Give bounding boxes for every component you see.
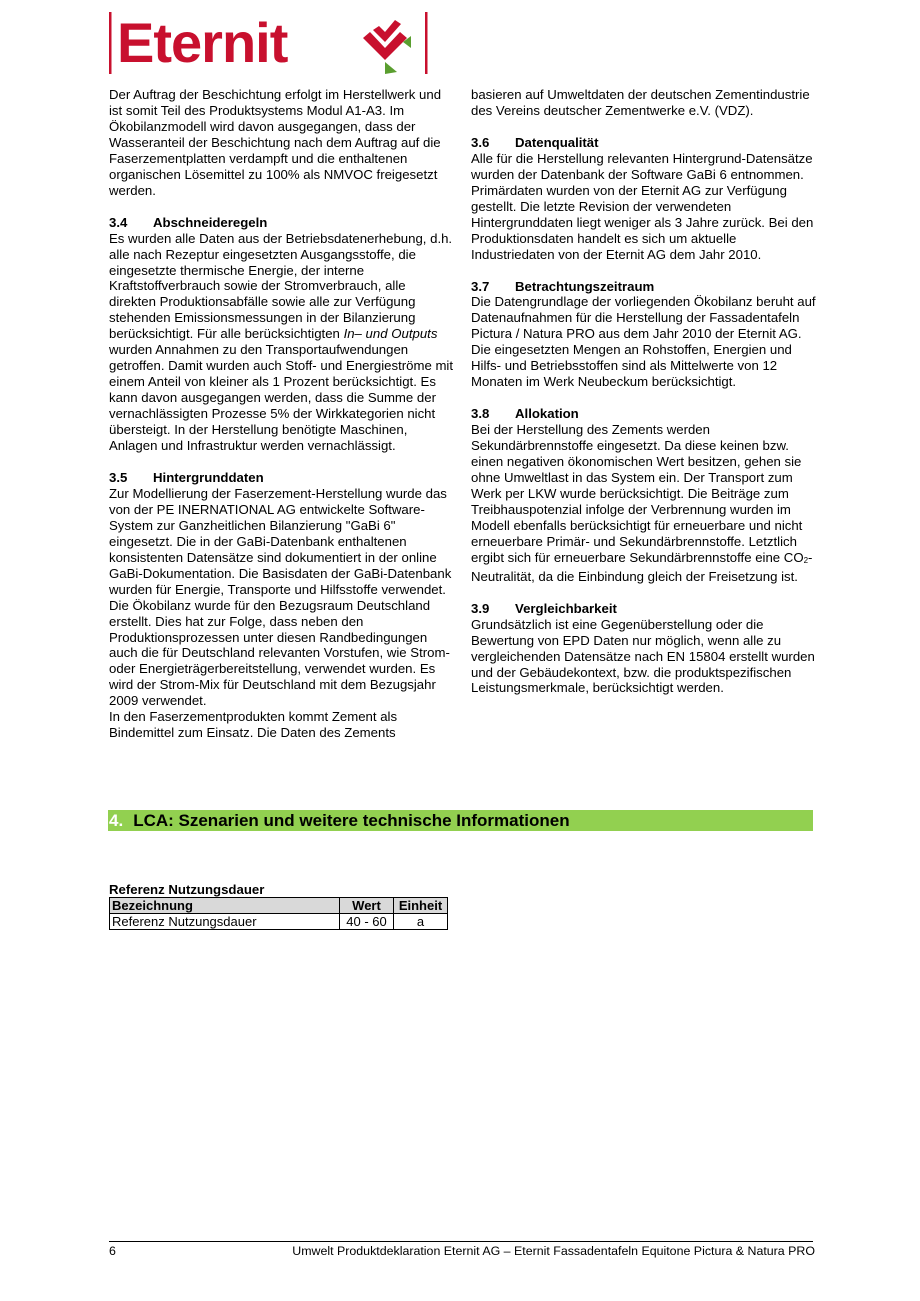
table-header: Einheit [394,898,448,914]
section-3-7 [471,279,816,391]
continued-paragraph: basieren auf Umweltdaten der deutschen Zementindustrie des Vereins deutscher Zementwerke e.V. (VDZ). [471,87,810,118]
section-title: Datenqualität [515,134,599,150]
section-3-5 [109,470,454,741]
section-heading [471,279,816,295]
section-number: 3.5 [109,469,128,485]
section-text: Grundsätzlich ist eine Gegenüberstellung oder die Bewertung von EPD Daten nur möglich, wenn alle zu vergleichenden Datensätze nach EN 15804 erstellt wurden und der Gebäudekontext, bzw. die produktspezifischen Leistungsmerkmale, berücksichtigt werden. [471,616,815,696]
table-row [110,914,448,930]
section-text: Bei der Herstellung des Zements werden Sekundärbrennstoffe eingesetzt. Da diese keinen bzw. einen negativen ökonomischen Wert besitzen, gehen sie ohne Umweltlast in das System ein. Der Transport zum Werk per LKW wurde berücksichtigt. Die Beiträge zum Treibhauspotenzial infolge der Verbrennung wurden im Modell ebenfalls berücksichtigt für erneuerbare und nicht erneuerbare Primär- und Sekundärbrennstoffe. Letztlich ergibt sich für erneuerbare Sekundärbrennstoffe eine $CO_2$-Neutralität, da die Einbindung gleich der Freisetzung ist. [471,422,813,584]
footer-text: Umwelt Produktdeklaration Eternit AG – Eternit Fassadentafeln Equitone Pictura & Natura PRO [292,1244,815,1258]
footer [109,1244,815,1258]
eternit-logo [109,10,429,76]
section-heading [109,215,454,231]
section-heading [471,406,816,422]
table-header-row [110,898,448,914]
section-3-9 [471,601,816,697]
section-number: 3.8 [471,406,490,422]
eternit-leaf-icon [363,20,411,74]
left-column [109,87,454,741]
section-3-4 [109,215,454,454]
section-title: LCA: Szenarien und weitere technische Informationen [133,811,570,830]
section-title: Abschneideregeln [153,214,268,230]
ref-table [109,897,448,930]
intro-paragraph: Der Auftrag der Beschichtung erfolgt im Herstellwerk und ist somit Teil des Produktsystems Modul A1-A3. Im Ökobilanzmodell wird davon ausgegangen, dass der Wasseranteil der Beschichtung nach dem Auftrag auf die Faserzementplatten verdampft und die enthaltenen organischen Lösemittel zu 100% als NMVOC freigesetzt werden. [109,87,442,198]
table-header: Wert [340,898,394,914]
page-number: 6 [109,1244,116,1258]
section-3-8 [471,406,816,584]
section-text: Zur Modellierung der Faserzement-Herstellung wurde das von der PE INERNATIONAL AG entwickelte Software-System zur Ganzheitlichen Bilanzierung "GaBi 6" eingesetzt. Die in der GaBi-Datenbank enthaltenen konsistenten Datensätze sind dokumentiert in der online GaBi-Dokumentation. Die Basisdaten der GaBi-Datenbank wurden für Energie, Transporte und Hilfsstoffe verwendet. Die Ökobilanz wurde für den Bezugsraum Deutschland erstellt. Dies hat zur Folge, dass neben den Produktionsprozessen unter diesen Randbedingungen auch die für Deutschland relevanten Vorstufen, wie Strom- oder Energieträgerbereitstellung, verwendet wurden. Es wird der Strom-Mix für Deutschland mit dem Bezugsjahr 2009 verwendet. [109,485,452,709]
section-title: Vergleichbarkeit [515,600,617,616]
section-title: Allokation [515,406,579,422]
section-number: 3.7 [471,278,490,294]
section-title: Betrachtungszeitraum [515,278,655,294]
section-heading [471,601,816,617]
section-heading [109,470,454,486]
right-column [471,87,816,696]
section-heading [471,135,816,151]
section-text: In den Faserzementprodukten kommt Zement als Bindemittel zum Einsatz. Die Daten des Zements [109,709,398,741]
ref-table-title: Referenz Nutzungsdauer [109,882,265,897]
table-cell: Referenz Nutzungsdauer [110,914,340,930]
svg-text:Eternit: Eternit [117,11,288,74]
section-text: Die Datengrundlage der vorliegenden Ökobilanz beruht auf Datenaufnahmen für die Herstellung der Fassadentafeln Pictura / Natura PRO aus dem Jahr 2010 der Eternit AG. Die eingesetzten Mengen an Rohstoffen, Energien und Hilfs- und Betriebsstoffen sind als Mittelwerte von 12 Monaten im Werk Neubeckum berücksichtigt. [471,294,816,390]
table-header: Bezeichnung [110,898,340,914]
section-text: Es wurden alle Daten aus der Betriebsdatenerhebung, d.h. alle nach Rezeptur eingesetzten Ausgangsstoffe, die eingesetzte thermische Energie, der interne Kraftstoffverbrauch sowie der Stromverbrauch, alle direkten Produktionsabfälle sowie alle zur Verfügung stehenden Emissionsmessungen in der Bilanzierung berücksichtigt. Für alle berücksichtigten In– und Outputs wurden Annahmen zu den Transportaufwendungen getroffen. Damit wurden auch Stoff- und Energieströme mit einem Anteil von kleiner als 1 Prozent berücksichtigt. Es kann davon ausgegangen werden, dass die Summe der vernachlässigten Prozesse 5% der Wirkkategorien nicht übersteigt. In der Herstellung benötigte Maschinen, Anlagen und Infrastruktur werden vernachlässigt. [109,230,454,454]
section-title: Hintergrunddaten [153,469,264,485]
table-cell: a [394,914,448,930]
section-number: 3.9 [471,600,490,616]
section-number: 3.4 [109,214,128,230]
footer-divider [109,1241,813,1242]
section-3-6 [471,135,816,263]
section-number: 4. [109,811,124,830]
section-4-heading-bar [108,810,813,831]
section-text: Alle für die Herstellung relevanten Hintergrund-Datensätze wurden der Datenbank der Software GaBi 6 entnommen. Primärdaten wurden von der Eternit AG zur Verfügung gestellt. Die letzte Revision der verwendeten Hintergrunddaten liegt weniger als 3 Jahre zurück. Bei den Produktionsdaten handelt es sich um aktuelle Industriedaten von der Eternit AG dem Jahr 2010. [471,150,814,262]
section-number: 3.6 [471,134,490,150]
table-cell: 40 - 60 [340,914,394,930]
